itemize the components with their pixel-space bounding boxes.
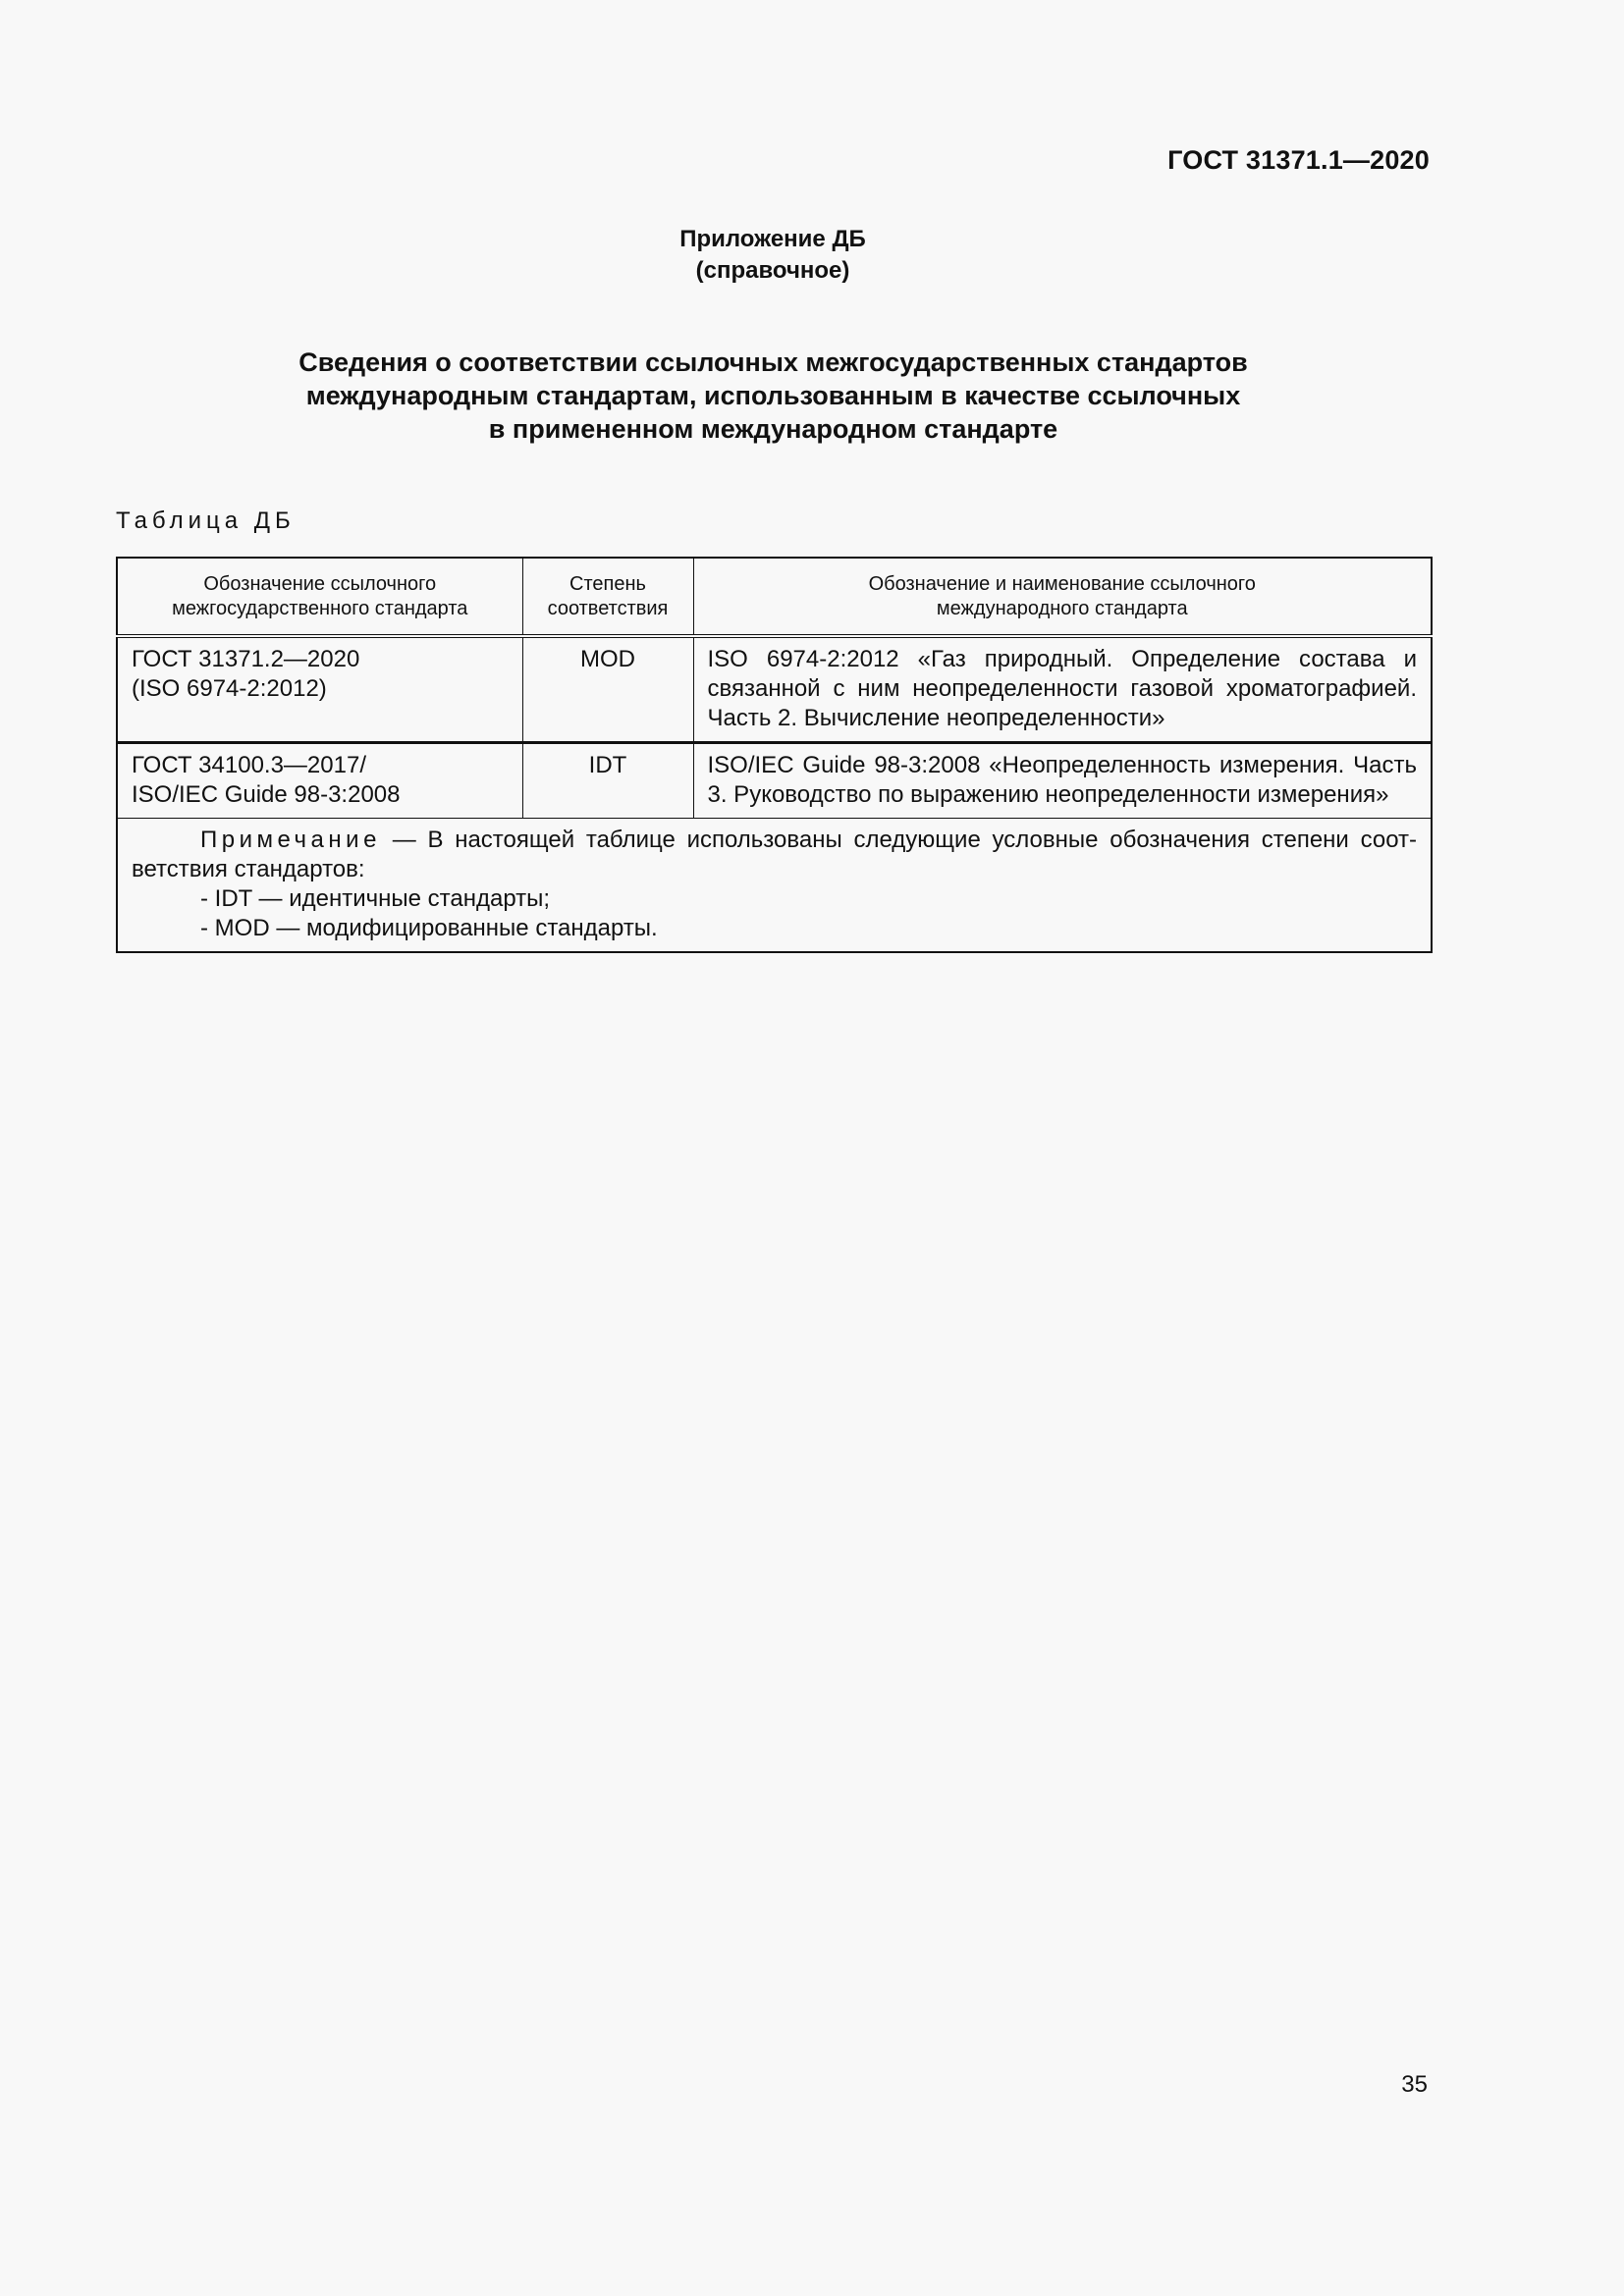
note-item-idt: - IDT — идентичные стандарты; <box>200 885 551 912</box>
standards-correspondence-table <box>116 557 1433 953</box>
international-standard-cell: ISO 6974-2:2012 «Газ природный. Определение состава и связанной с ним неопределенности газовой хроматографией. Часть 2. Вычисление неопределенности» <box>693 636 1432 743</box>
table-note-row <box>117 819 1432 953</box>
interstate-standard-cell: ГОСТ 31371.2—2020 (ISO 6974-2:2012) <box>117 636 522 743</box>
table-header-row <box>117 558 1432 636</box>
table-row <box>117 636 1432 743</box>
header-degree: Степень соответствия <box>522 558 693 636</box>
note-item-mod: - MOD — модифицированные стандарты. <box>200 915 658 941</box>
table-row <box>117 743 1432 819</box>
section-title-line2: международным стандартам, использованным в качестве ссылочных <box>305 381 1241 410</box>
note-label: Примечание <box>200 827 381 853</box>
section-title-line3: в примененном международном стандарте <box>488 414 1058 444</box>
section-title-line1: Сведения о соответствии ссылочных межгосударственных стандартов <box>298 347 1248 377</box>
page-number: 35 <box>1401 2071 1428 2098</box>
degree-cell: MOD <box>522 636 693 743</box>
international-standard-cell: ISO/IEC Guide 98-3:2008 «Неопределенность измерения. Часть 3. Руководство по выражению неопределенности измерения» <box>693 743 1432 819</box>
appendix-heading <box>0 224 1545 287</box>
appendix-title: Приложение ДБ <box>679 226 866 252</box>
interstate-standard-cell: ГОСТ 34100.3—2017/ ISO/IEC Guide 98-3:2008 <box>117 743 522 819</box>
table-note <box>117 819 1432 953</box>
table-caption: Таблица ДБ <box>116 507 296 534</box>
header-interstate-standard: Обозначение ссылочного межгосударственного стандарта <box>117 558 522 636</box>
document-code: ГОСТ 31371.1—2020 <box>1167 145 1430 175</box>
degree-cell: IDT <box>522 743 693 819</box>
section-title <box>118 346 1429 446</box>
note-text: — В настоящей таблице использованы следующие условные обозначения степени соответствия стандартов: <box>132 827 1418 882</box>
header-international-standard: Обозначение и наименование ссылочного международного стандарта <box>693 558 1432 636</box>
appendix-subtitle: (справочное) <box>695 257 850 284</box>
